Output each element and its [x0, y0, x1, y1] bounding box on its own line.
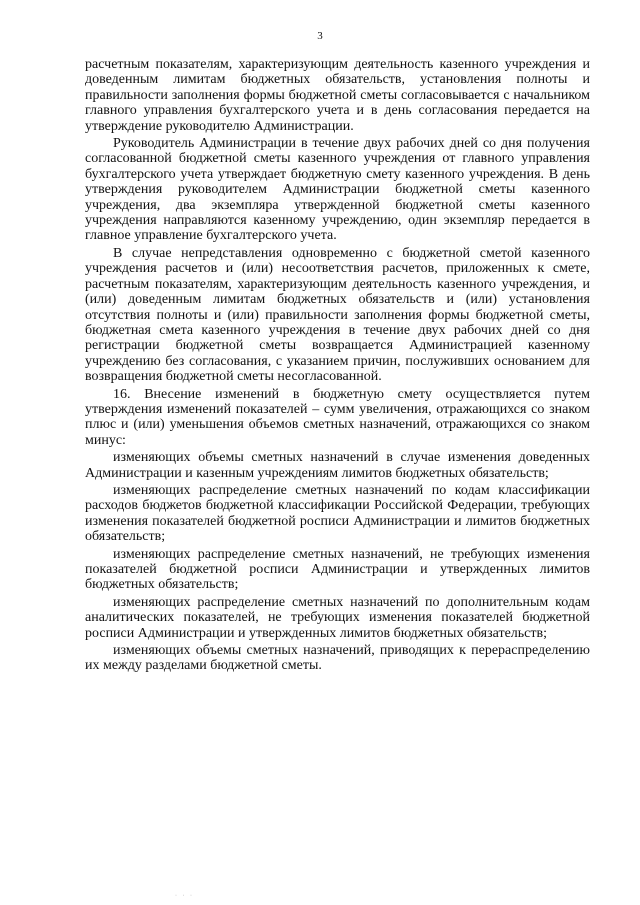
paragraph: изменяющих распределение сметных назначений по дополнительным кодам аналитических показателей, не требующих изменения показателей бюджетной росписи Администрации и утвержденных лимитов бюджетных обязательств;: [85, 594, 590, 641]
paragraph: изменяющих объемы сметных назначений в случае изменения доведенных Администрации и казенным учреждениям лимитов бюджетных обязательств;: [85, 450, 590, 481]
paragraph: изменяющих распределение сметных назначений по кодам классификации расходов бюджетов бюджетной классификации Российской Федерации, требующих изменения показателей бюджетной росписи Администрации и лимитов бюджетных обязательств;: [85, 482, 590, 545]
paragraph: Руководитель Администрации в течение двух рабочих дней со дня получения согласованной бюджетной сметы казенного учреждения от главного управления бухгалтерского учета утверждает бюджетную смету казенного учреждения. В день утверждения руководителем Администрации бюджетной сметы казенного учреждения, два экземпляра утвержденной бюджетной сметы казенного учреждения направляются казенному учреждению, один экземпляр передается в главное управление бухгалтерского учета.: [85, 136, 590, 244]
paragraph: расчетным показателям, характеризующим деятельность казенного учреждения и доведенным лимитам бюджетных обязательств, установления полноты и правильности заполнения формы бюджетной сметы согласовывается с начальником главного управления бухгалтерского учета и в день согласования передается на утверждение руководителю Администрации.: [85, 57, 590, 134]
paragraph: изменяющих распределение сметных назначений, не требующих изменения показателей бюджетной росписи Администрации и утвержденных лимитов бюджетных обязательств;: [85, 546, 590, 593]
page-number: 3: [317, 30, 323, 42]
document-body: [85, 57, 590, 676]
paragraph: В случае непредставления одновременно с бюджетной сметой казенного учреждения расчетов и (или) несоответствия расчетов, приложенных к смете, расчетным показателям, характеризующим деятельность казенного учреждения, и (или) доведенным лимитам бюджетных обязательств и (или) установления отсутствия полноты и (или) правильности заполнения формы бюджетной сметы, бюджетная смета казенного учреждения в течение двух рабочих дней со дня регистрации бюджетной сметы возвращается Администрацией казенному учреждению без согласования, с указанием причин, послуживших основанием для возвращения бюджетной сметы несогласованной.: [85, 245, 590, 385]
paragraph: 16. Внесение изменений в бюджетную смету осуществляется путем утверждения изменений показателей – сумм увеличения, отражающихся со знаком плюс и (или) уменьшения объемов сметных назначений, отражающихся со знаком минус:: [85, 386, 590, 448]
scan-artifact-mark: · · ·: [175, 893, 194, 899]
paragraph: изменяющих объемы сметных назначений, приводящих к перераспределению их между разделами бюджетной сметы.: [85, 643, 590, 674]
